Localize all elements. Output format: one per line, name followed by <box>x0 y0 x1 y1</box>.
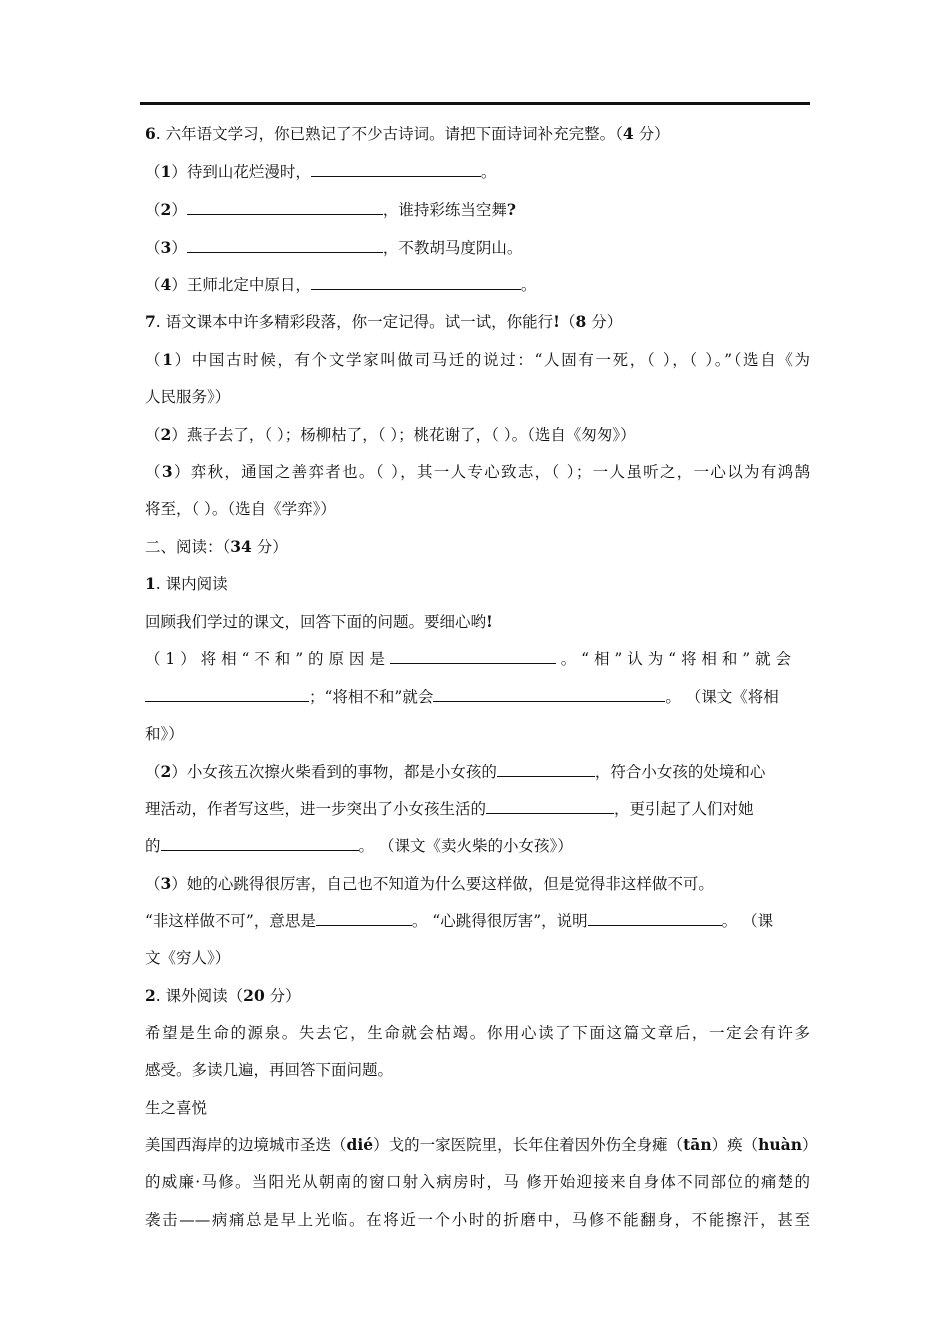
reading-1-title-text: . 课内阅读 <box>155 575 228 593</box>
section-2-score: 34 <box>230 537 252 556</box>
q7-title: 7. 语文课本中许多精彩段落，你一定记得。试一试，你能行!（8 分） <box>145 312 623 331</box>
reading-1-q1-line-3: 和》） <box>145 725 184 743</box>
reading-1-q3-blank-2[interactable] <box>588 911 722 926</box>
section-2-unit: 分） <box>251 538 288 556</box>
reading-2-intro-line-2: 感受。多读几遍，再回答下面问题。 <box>145 1061 394 1079</box>
reading-1-q2-line-3 <box>145 836 810 856</box>
reading-1-q2-blank-3[interactable] <box>161 836 359 851</box>
reading-1-q2-text-f: 。 （课文《卖火柴的小女孩》） <box>358 837 573 855</box>
article-text-c: ）痪（ <box>711 1136 759 1154</box>
q6-title <box>145 124 810 144</box>
q7-item-3-line-1: （3）弈秋，通国之善弈者也。（ ），其一人专心致志，（ ）；一人虽听之，一心以为有鸿鹄 <box>145 462 810 481</box>
reading-1-q1-blank-1[interactable] <box>390 649 556 664</box>
reading-1-q3-text-a: ）她的心跳得很厉害，自己也不知道为什么要这样做，但是觉得非这样做不可。 <box>171 875 714 893</box>
q6-item-1-before: ）待到山花烂漫时， <box>171 163 311 181</box>
q7-item-1-text: ）中国古时候，有个文学家叫做司马迁的说过：“人固有一死，（ ），（ ）。”（选自《为 <box>172 351 810 369</box>
article-text-d: ） <box>801 1136 818 1154</box>
article-para-1-line-3: 袭击——病痛总是早上光临。在将近一个小时的折磨中，马修不能翻身，不能擦汗，甚至 <box>145 1211 810 1229</box>
reading-2-title <box>145 986 810 1006</box>
article-text-b: ）戈的一家医院里，长年住着因外伤全身瘫（ <box>373 1136 684 1154</box>
q6-item-4-after: 。 <box>520 276 537 294</box>
q7-item-2-text: ）燕子去了，（ ）；杨柳枯了，（ ）；桃花谢了，（ ）。（选自《匆匆》） <box>171 426 636 444</box>
reading-1-title <box>145 574 810 594</box>
q6-item-2-blank[interactable] <box>187 200 383 215</box>
q6-item-3-blank[interactable] <box>187 238 383 253</box>
article-title: 生之喜悦 <box>145 1099 208 1117</box>
q6-item-3: （3） ，不教胡马度阴山。 <box>145 238 523 257</box>
reading-1-q2-text-a: ）小女孩五次擦火柴看到的事物，都是小女孩的 <box>171 763 497 781</box>
reading-1-q3-line-1: （3）她的心跳得很厉害，自己也不知道为什么要这样做，但是觉得非这样做不可。 <box>145 874 714 893</box>
reading-1-q3-text-c: 。 “心跳得很厉害”，说明 <box>411 912 588 930</box>
q7-item-1-line-1: （1）中国古时候，有个文学家叫做司马迁的说过：“人固有一死，（ ），（ ）。”（选自《为 <box>145 350 810 369</box>
q6-item-2-after: ，谁持彩练当空舞 <box>382 201 507 219</box>
q7-score: 8 <box>575 312 587 331</box>
q6-unit: 分） <box>633 125 670 143</box>
reading-2-number: 2 <box>145 986 156 1005</box>
article-pinyin-1: dié <box>346 1135 374 1154</box>
q6-item-3-before: ） <box>171 239 187 257</box>
q6-item-2-before: ） <box>171 201 187 219</box>
reading-1-q2-text-b: ，符合小女孩的处境和心 <box>594 763 766 781</box>
reading-1-q3-line-2 <box>145 911 810 931</box>
reading-1-q3-text-d: 。 （课 <box>721 912 774 930</box>
q6-item-1-number: 1 <box>160 162 172 181</box>
reading-2-score: 20 <box>243 986 265 1005</box>
q6-item-3-number: 3 <box>160 238 172 257</box>
reading-1-q2-blank-1[interactable] <box>497 762 595 777</box>
reading-1-q3-text-b: “非这样做不可”，意思是 <box>145 912 316 930</box>
reading-1-q1-blank-2[interactable] <box>145 687 309 702</box>
reading-1-q1-text-a: （ 1 ） 将 相 “ 不 和 ” 的 原 因 是 <box>145 650 385 668</box>
reading-1-q1-blank-3[interactable] <box>433 687 665 702</box>
reading-2-title-text: . 课外阅读（ <box>155 987 244 1005</box>
article-para-1-line-2: 的威廉·马修。当阳光从朝南的窗口射入病房时，马 修开始迎接来自身体不同部位的痛楚的 <box>145 1173 810 1191</box>
reading-1-q1-text-b: 。 “ 相 ” 认 为 “ 将 相 和 ” 就 会 <box>560 650 792 668</box>
reading-1-intro-text: 回顾我们学过的课文，回答下面的问题。要细心哟 <box>145 613 487 631</box>
reading-1-q2-text-e: 的 <box>145 837 161 855</box>
q6-item-1: （1）待到山花烂漫时， 。 <box>145 162 497 181</box>
q7-item-3-line-2: 将至，（ ）。（选自《学弈》） <box>145 500 336 518</box>
reading-1-q2-text-c: 理活动，作者写这些，进一步突出了小女孩生活的 <box>145 800 487 818</box>
q6-number: 6 <box>145 124 156 143</box>
article-para-1-line-1 <box>145 1135 818 1155</box>
q6-item-2: （2） ，谁持彩练当空舞? <box>145 200 516 219</box>
article-pinyin-2: tān <box>683 1135 712 1154</box>
q7-text: . 语文课本中许多精彩段落，你一定记得。试一试，你能行 <box>155 313 554 331</box>
q6-item-4-number: 4 <box>160 275 172 294</box>
q7-item-2: （2）燕子去了，（ ）；杨柳枯了，（ ）；桃花谢了，（ ）。（选自《匆匆》） <box>145 425 636 444</box>
header-rule <box>140 102 810 105</box>
q6-item-1-after: 。 <box>480 163 497 181</box>
q6-score: 4 <box>622 124 634 143</box>
q7-number: 7 <box>145 312 156 331</box>
reading-2-intro-line-1: 希望是生命的源泉。失去它，生命就会枯竭。你用心读了下面这篇文章后，一定会有许多 <box>145 1024 810 1042</box>
section-2-text: 二、阅读：（ <box>145 538 231 556</box>
reading-1-q1-text-c: ；“将相不和”就会 <box>309 688 434 706</box>
q6-item-4-before: ）王师北定中原日， <box>171 276 311 294</box>
article-pinyin-3: huàn <box>758 1135 802 1154</box>
q7-item-1-line-2: 人民服务》） <box>145 388 231 406</box>
article-text-a: 美国西海岸的边境城市圣迭（ <box>145 1136 347 1154</box>
q6-item-2-number: 2 <box>160 200 172 219</box>
q6-item-1-blank[interactable] <box>311 162 481 177</box>
reading-1-q1-line-2 <box>145 687 810 707</box>
section-2-heading <box>145 537 810 557</box>
q6-item-4-blank[interactable] <box>311 275 521 290</box>
q6-item-4: （4）王师北定中原日， 。 <box>145 275 537 294</box>
q6-text: . 六年语文学习，你已熟记了不少古诗词。请把下面诗词补充完整。（ <box>155 125 623 143</box>
reading-1-q1-text-d: 。 （课文《将相 <box>665 688 779 706</box>
reading-1-q2-blank-2[interactable] <box>486 799 614 814</box>
reading-1-q2-line-1: （2）小女孩五次擦火柴看到的事物，都是小女孩的 ，符合小女孩的处境和心 <box>145 762 766 781</box>
reading-1-number: 1 <box>145 574 156 593</box>
q6-item-3-after: ，不教胡马度阴山。 <box>382 239 523 257</box>
reading-1-q2-line-2 <box>145 799 810 819</box>
reading-1-q1-line-1 <box>145 649 810 669</box>
reading-2-unit: 分） <box>264 987 301 1005</box>
reading-1-q3-line-3: 文《穷人》） <box>145 949 231 967</box>
reading-1-q3-blank-1[interactable] <box>316 911 412 926</box>
reading-1-q2-text-d: ，更引起了人们对她 <box>614 800 754 818</box>
q7-unit: 分） <box>586 313 623 331</box>
reading-1-intro: 回顾我们学过的课文，回答下面的问题。要细心哟! <box>145 612 493 631</box>
q7-item-3-text: ）弈秋，通国之善弈者也。（ ），其一人专心致志，（ ）；一人虽听之，一心以为有鸿鹄 <box>172 463 810 481</box>
